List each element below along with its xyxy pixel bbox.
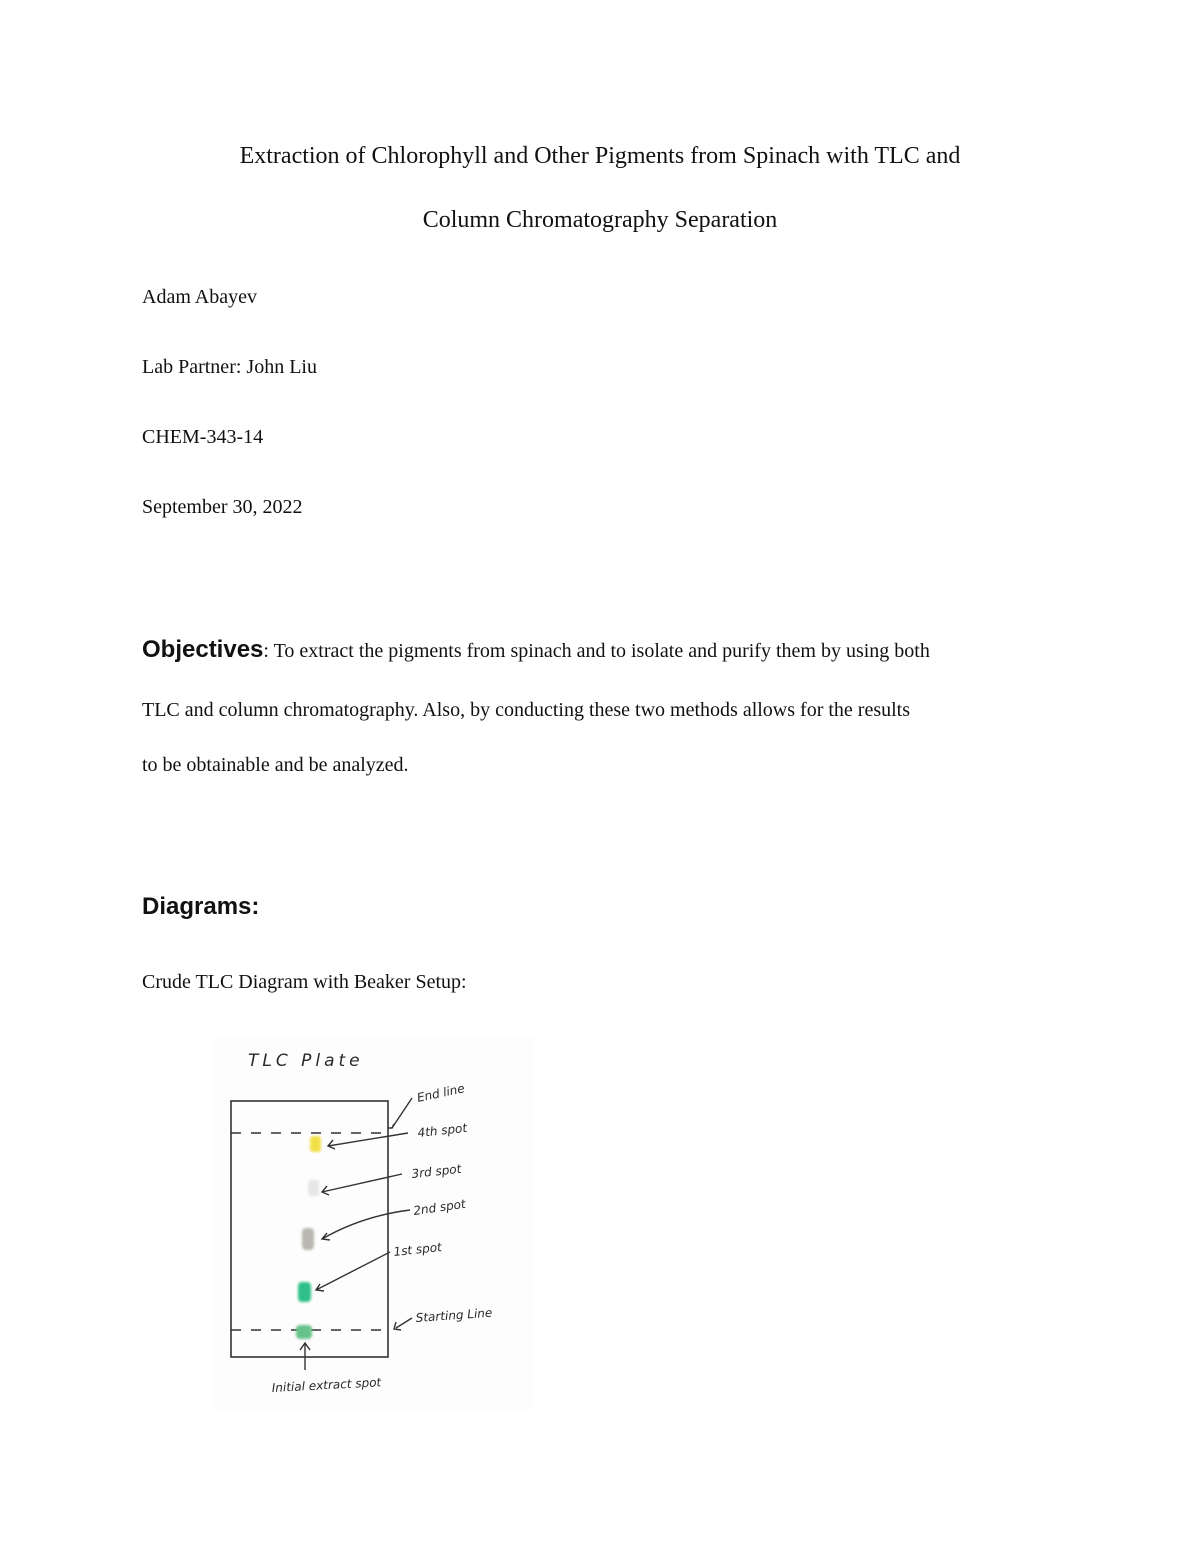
spot-1 xyxy=(298,1282,311,1302)
tlc-diagram-svg xyxy=(212,1036,534,1410)
course-code: CHEM-343-14 xyxy=(142,426,264,448)
spot4-arrow xyxy=(328,1133,408,1146)
spot2-arrow xyxy=(322,1210,410,1239)
title-line-1: Extraction of Chlorophyll and Other Pigments from Spinach with TLC and xyxy=(239,143,961,169)
tlc-diagram xyxy=(212,1036,534,1410)
author-name: Adam Abayev xyxy=(142,286,257,308)
initial-spot-label: Initial extract spot xyxy=(271,1375,382,1395)
objectives-line-1 xyxy=(142,636,1072,664)
spot4-label: 4th spot xyxy=(416,1120,468,1140)
objectives-line-3: to be obtainable and be analyzed. xyxy=(142,754,409,776)
objectives-colon: : xyxy=(263,640,274,662)
plate-title: TLC Plate xyxy=(248,1051,364,1071)
spot3-arrow xyxy=(322,1174,402,1192)
spot-3 xyxy=(308,1180,319,1196)
lab-partner: Lab Partner: John Liu xyxy=(142,356,317,378)
initial-spot xyxy=(296,1325,312,1339)
report-date: September 30, 2022 xyxy=(142,496,303,518)
diagram-caption: Crude TLC Diagram with Beaker Setup: xyxy=(142,971,467,993)
starting-line-arrow xyxy=(396,1318,412,1328)
starting-line-label: Starting Line xyxy=(415,1305,493,1325)
objectives-heading: Objectives xyxy=(142,636,264,663)
spot-2 xyxy=(302,1228,314,1250)
end-line-arrow xyxy=(392,1098,412,1128)
spot3-label: 3rd spot xyxy=(410,1161,462,1181)
objectives-line-2: TLC and column chromatography. Also, by conducting these two methods allows for the results xyxy=(142,699,911,721)
spot1-arrow xyxy=(316,1252,390,1290)
spot2-label: 2nd spot xyxy=(412,1196,467,1218)
spot-4 xyxy=(310,1136,321,1152)
end-line-label: End line xyxy=(415,1081,466,1105)
spot1-label: 1st spot xyxy=(392,1240,443,1259)
title-line-2: Column Chromatography Separation xyxy=(422,207,778,233)
diagrams-heading: Diagrams: xyxy=(142,893,260,920)
objectives-text-1: To extract the pigments from spinach and to isolate and purify them by using both xyxy=(273,640,930,662)
